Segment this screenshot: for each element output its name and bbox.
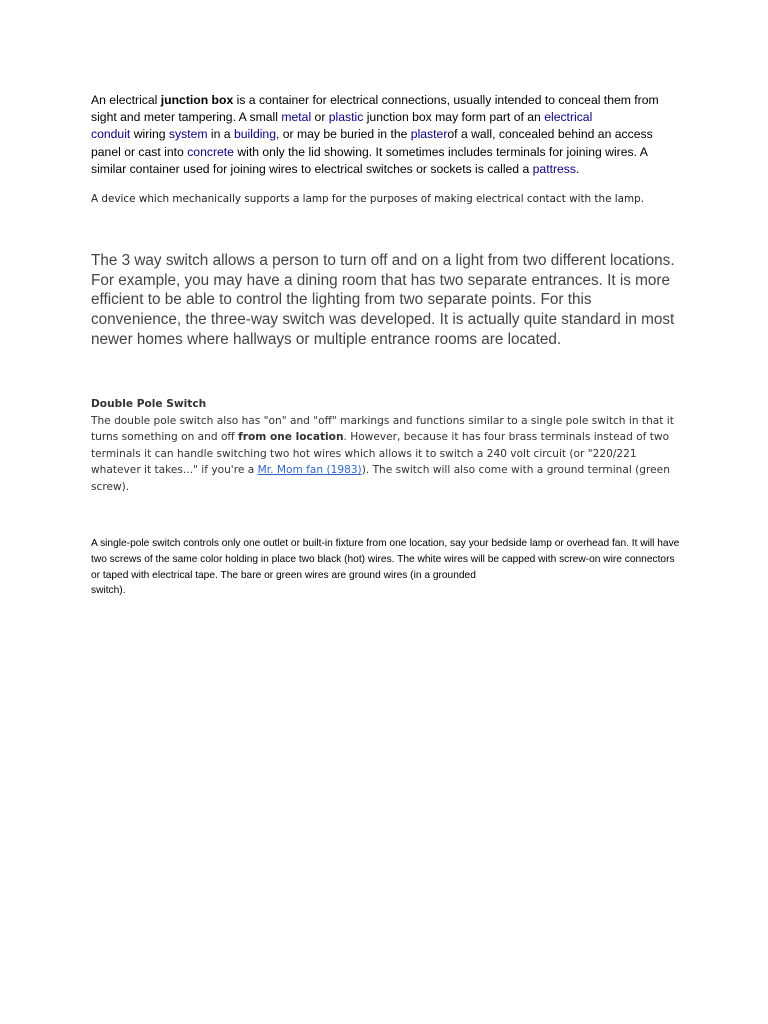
text-run: with only the lid showing. It sometimes includes terminals for joining wires. A similar container used for joining wires to electrical switches or sockets is called a xyxy=(91,144,648,176)
text-run: or xyxy=(311,110,329,125)
text-run: , or may be buried in the xyxy=(275,127,411,142)
link-building[interactable]: building xyxy=(233,127,276,142)
double-pole-section xyxy=(91,396,681,495)
text-run: switch). xyxy=(91,585,126,597)
text-run: of a wall, concealed behind an access panel or cast into xyxy=(91,127,653,159)
link-metal[interactable]: metal xyxy=(281,110,312,125)
link-mr-mom[interactable]: Mr. Mom fan (1983) xyxy=(257,464,362,476)
link-plaster[interactable]: plaster xyxy=(410,127,448,142)
single-pole-paragraph xyxy=(91,536,681,599)
link-electrical[interactable]: electrical xyxy=(544,110,593,125)
text-run: is a container for electrical connections, usually intended to conceal them from sight and meter tampering. A small xyxy=(91,93,659,125)
three-way-switch-paragraph: The 3 way switch allows a person to turn off and on a light from two different locations. For example, you may have a dining room that has two separate entrances. It is more efficient to be able to control the lighting from two separate points. For this convenience, the three-way switch was developed. It is actually quite standard in most newer homes where hallways or multiple entrance rooms are located. xyxy=(91,252,675,348)
text-run: The double pole switch also has "on" and "off" markings and functions similar to a single pole switch in that it turns something on and off xyxy=(91,414,674,443)
link-pattress[interactable]: pattress xyxy=(532,161,576,176)
double-pole-heading: Double Pole Switch xyxy=(91,398,207,410)
link-system[interactable]: system xyxy=(168,127,208,142)
text-run: junction box may form part of an xyxy=(363,110,545,125)
term-junction-box: junction box xyxy=(160,93,234,107)
link-conduit[interactable]: conduit xyxy=(91,127,131,142)
junction-box-paragraph xyxy=(91,92,681,178)
text-run: An electrical xyxy=(91,93,161,107)
text-run: wiring xyxy=(130,127,169,142)
link-plastic[interactable]: plastic xyxy=(328,110,364,125)
emphasis-from-one-location: from one location xyxy=(238,431,344,443)
text-run: A single-pole switch controls only one outlet or built-in fixture from one location, say your bedside lamp or overhead fan. It will have two screws of the same color holding in place two black (hot) wires. The white wires will be capped with screw-on wire connectors or taped with electrical tape. The bare or green wires are ground wires (in a grounded xyxy=(91,538,680,581)
link-concrete[interactable]: concrete xyxy=(187,144,234,159)
text-run: . However, because it has four brass terminals instead of two terminals it can handle switching two hot wires which allows it to switch a 240 volt circuit (or "220/221 whatever it takes..." if you're a xyxy=(91,431,670,476)
lamp-holder-paragraph: A device which mechanically supports a lamp for the purposes of making electrical contact with the lamp. xyxy=(91,193,645,205)
text-run: ). The switch will also come with a ground terminal (green screw). xyxy=(91,464,670,493)
text-run: . xyxy=(576,161,580,176)
text-run: in a xyxy=(207,127,234,142)
